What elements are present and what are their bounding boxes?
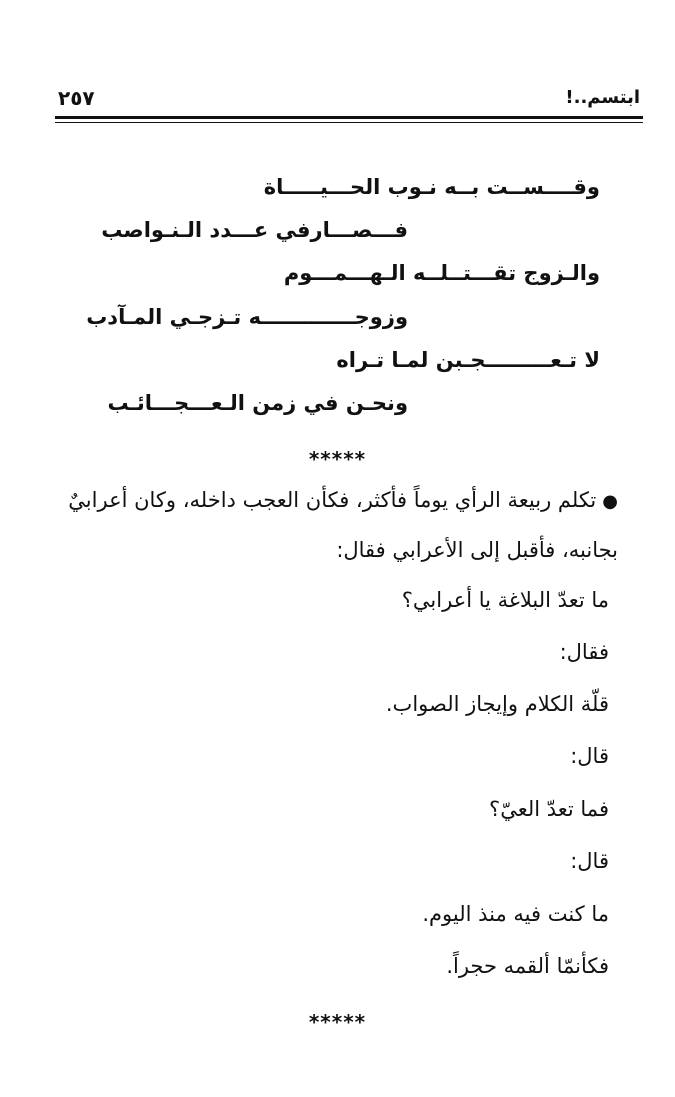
- paragraph-text-1: تكلم ربيعة الرأي يوماً فأكثر، فكأن العجب داخله، وكان أعرابيٌ: [68, 488, 597, 512]
- section-separator: *****: [308, 447, 367, 471]
- verse-line: لا تـعـــــــــجـبن لمـا تـراه: [336, 348, 600, 372]
- dialogue-line: ما كنت فيه منذ اليوم.: [422, 902, 609, 926]
- paragraph-line-1: [68, 484, 618, 518]
- paragraph-line-2: بجانبه، فأقبل إلى الأعرابي فقال:: [336, 538, 618, 562]
- bullet-icon: ●: [602, 491, 618, 512]
- section-separator: *****: [308, 1010, 367, 1034]
- header-rule-thin: [55, 122, 643, 123]
- page-header: [58, 84, 640, 114]
- dialogue-line: قلّة الكلام وإيجاز الصواب.: [385, 692, 609, 716]
- dialogue-line: ما تعدّ البلاغة يا أعرابي؟: [401, 588, 609, 612]
- dialogue-line: فما تعدّ العيّ؟: [489, 797, 609, 821]
- verse-line: ونحـن في زمن الـعـــجـــائـب: [107, 391, 408, 415]
- dialogue-line: قال:: [570, 744, 609, 768]
- dialogue-line: قال:: [570, 849, 609, 873]
- running-title: ابتسم..!: [565, 87, 640, 108]
- dialogue-line: فكأنمّا ألقمه حجراً.: [446, 954, 609, 978]
- verse-line: وزوجـــــــــــــه تـزجـي المـآدب: [86, 305, 408, 329]
- verse-line: والـزوج تقـــتــلــه الـهـــمـــوم: [283, 261, 600, 285]
- verse-line: فـــصـــارفي عـــدد الـنـواصب: [101, 218, 408, 242]
- header-rule-thick: [55, 116, 643, 119]
- dialogue-line: فقال:: [559, 640, 609, 664]
- page-number: ٢٥٧: [58, 86, 95, 110]
- verse-line: وقــــســت بــه نـوب الحـــيـــــاة: [263, 175, 600, 199]
